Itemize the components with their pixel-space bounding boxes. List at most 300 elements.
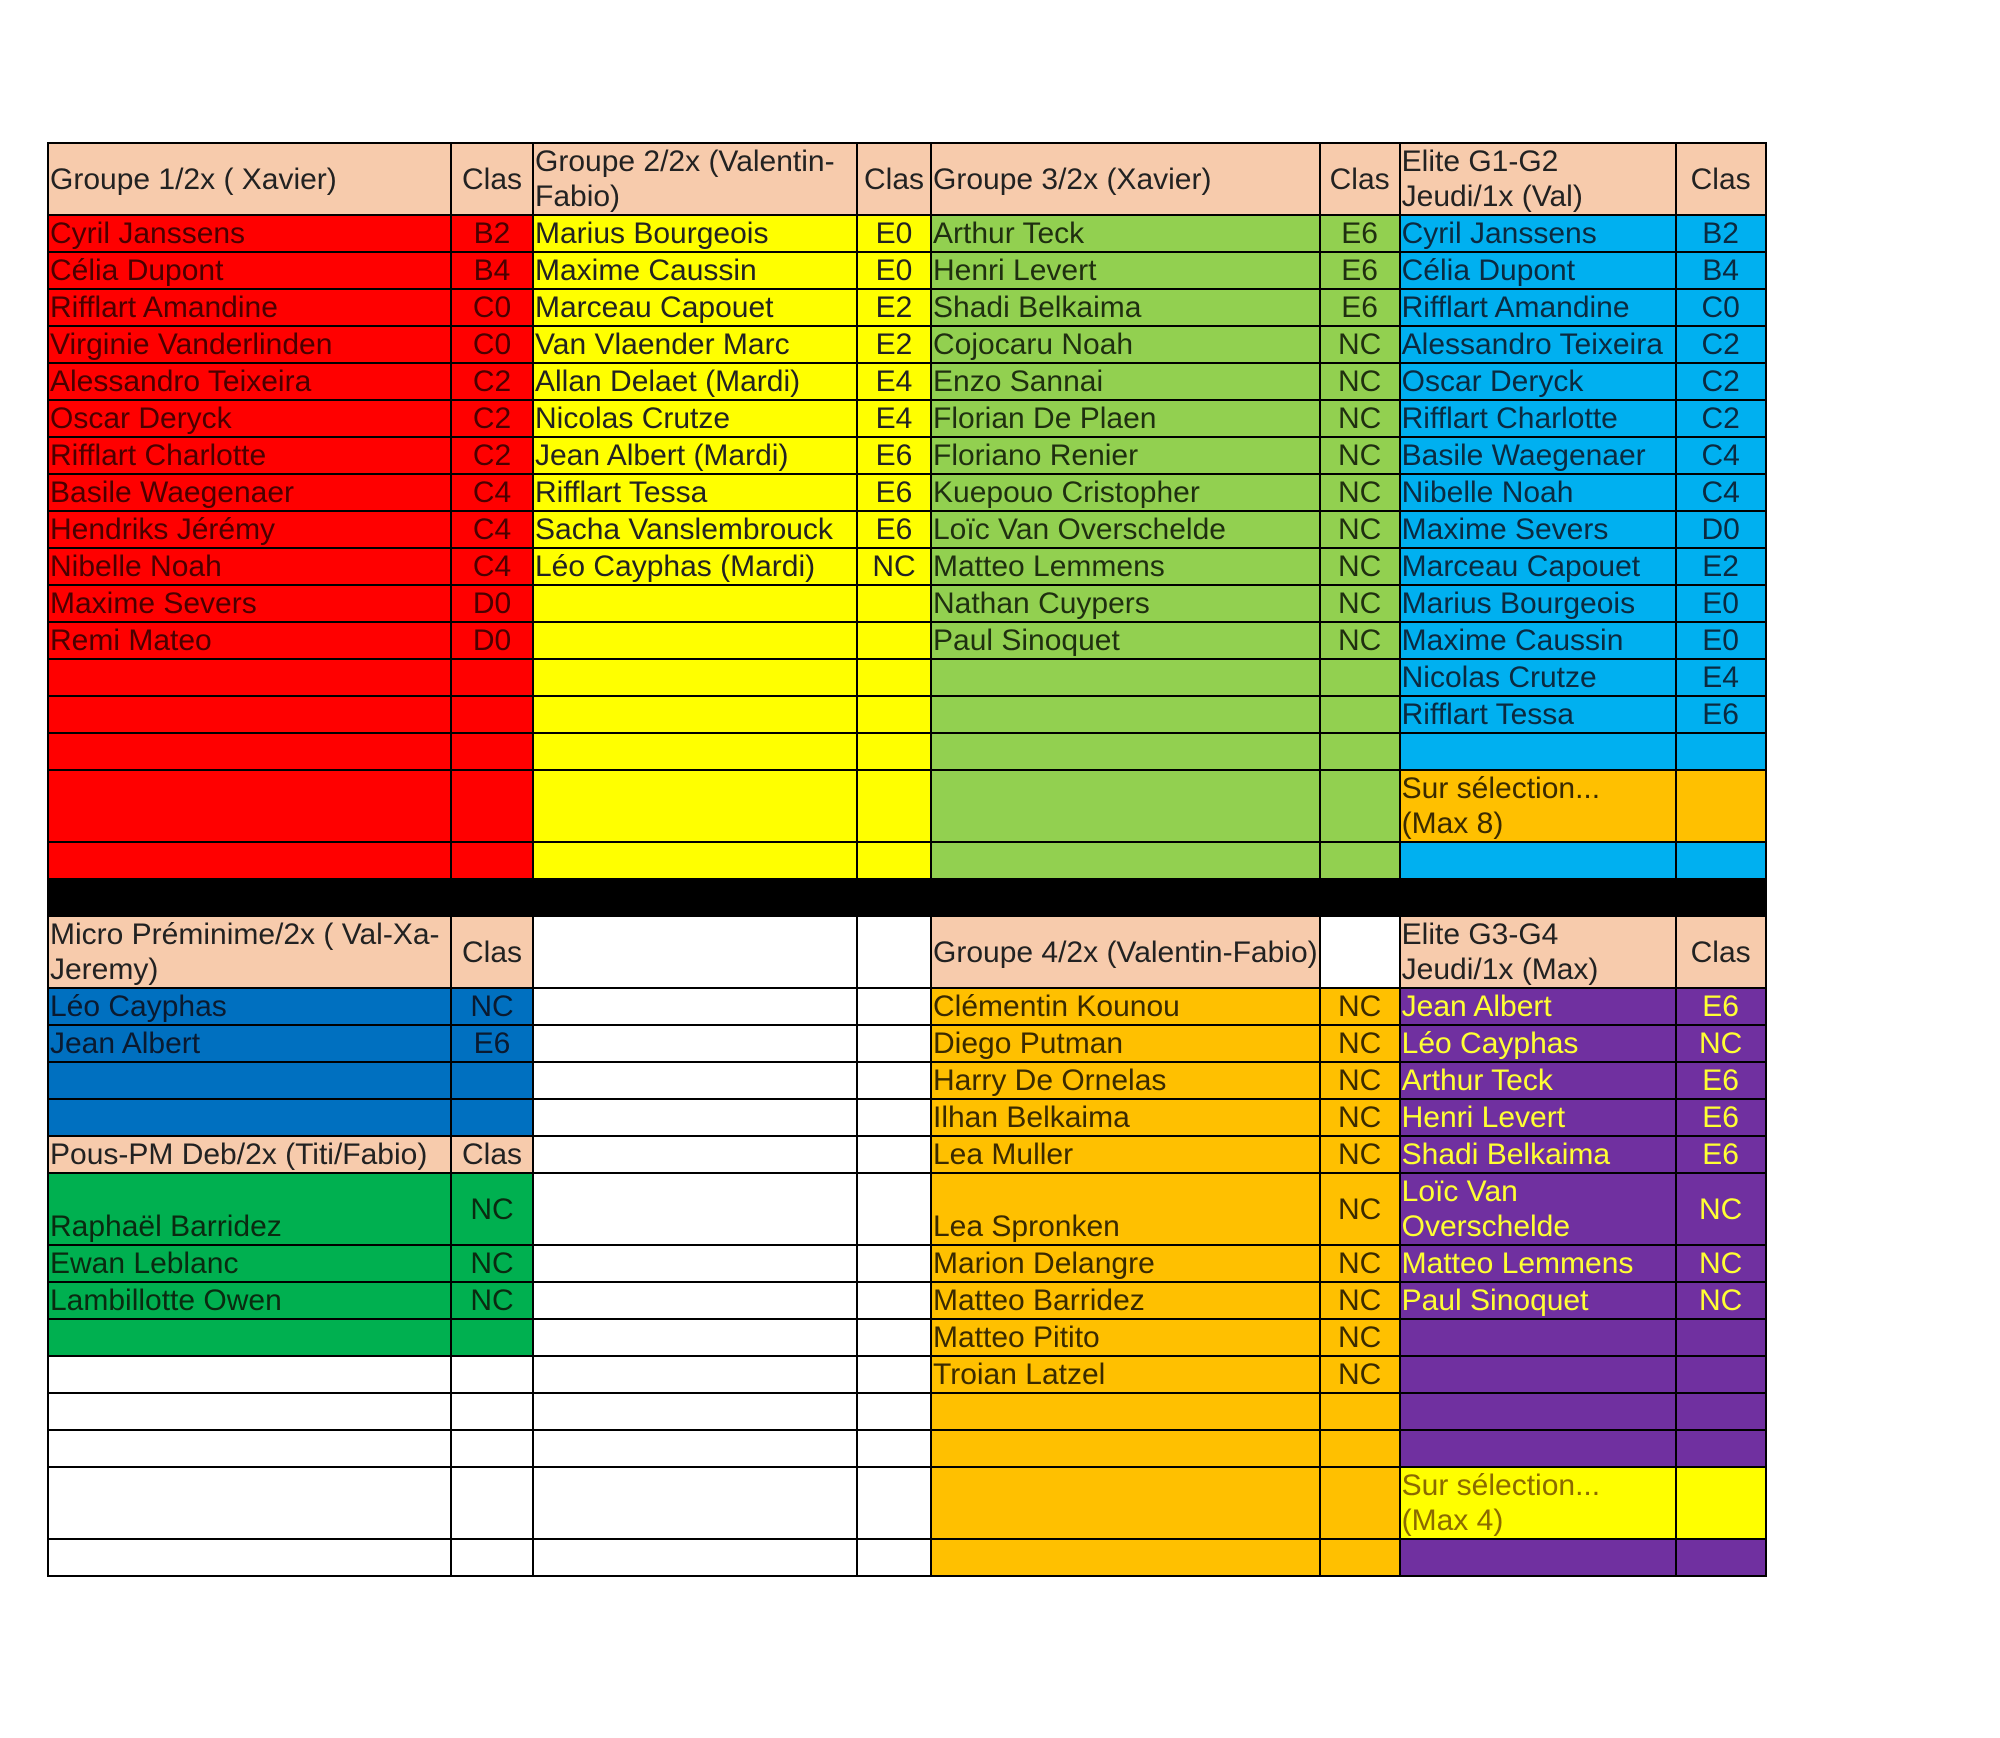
player-name: Oscar Deryck (48, 400, 451, 437)
micro-preminime-header: Micro Préminime/2x ( Val-Xa-Jeremy) (48, 916, 451, 988)
empty-cell (533, 622, 857, 659)
player-name: Shadi Belkaima (1400, 1136, 1676, 1173)
clas-header: Clas (857, 143, 931, 215)
sheet-row (48, 1099, 1766, 1136)
sheet-row (48, 437, 1766, 474)
sheet-row (48, 548, 1766, 585)
player-ranking: NC (1320, 400, 1400, 437)
player-name: Kuepouo Cristopher (931, 474, 1320, 511)
empty-cell (1400, 1393, 1676, 1430)
sheet-row (48, 1245, 1766, 1282)
player-name: Enzo Sannai (931, 363, 1320, 400)
player-name: Harry De Ornelas (931, 1062, 1320, 1099)
empty-cell (1320, 1430, 1400, 1467)
empty-cell (1676, 842, 1766, 879)
player-ranking: NC (1320, 474, 1400, 511)
sheet-row (48, 770, 1766, 842)
empty-cell (533, 1099, 857, 1136)
empty-cell (1676, 1319, 1766, 1356)
separator-cell (857, 879, 931, 916)
empty-cell (857, 988, 931, 1025)
player-name: Cyril Janssens (1400, 215, 1676, 252)
player-ranking: NC (1676, 1173, 1766, 1245)
player-ranking: E0 (1676, 622, 1766, 659)
separator-cell (48, 879, 451, 916)
empty-cell (48, 1319, 451, 1356)
group-2-header: Groupe 2/2x (Valentin-Fabio) (533, 143, 857, 215)
empty-cell (533, 1282, 857, 1319)
empty-cell (451, 1539, 533, 1576)
player-ranking: E6 (857, 437, 931, 474)
empty-cell (931, 1393, 1320, 1430)
clas-header: Clas (1320, 143, 1400, 215)
player-name: Oscar Deryck (1400, 363, 1676, 400)
sheet-row (48, 1062, 1766, 1099)
player-name: Jean Albert (Mardi) (533, 437, 857, 474)
player-name: Henri Levert (1400, 1099, 1676, 1136)
player-name: Diego Putman (931, 1025, 1320, 1062)
player-name: Virginie Vanderlinden (48, 326, 451, 363)
player-ranking: NC (1320, 1245, 1400, 1282)
empty-cell (931, 1430, 1320, 1467)
player-name: Maxime Severs (1400, 511, 1676, 548)
player-name: Matteo Barridez (931, 1282, 1320, 1319)
player-ranking: E6 (857, 474, 931, 511)
player-name: Nicolas Crutze (533, 400, 857, 437)
empty-cell (1320, 770, 1400, 842)
player-name: Léo Cayphas (Mardi) (533, 548, 857, 585)
player-ranking: B2 (451, 215, 533, 252)
player-name: Van Vlaender Marc (533, 326, 857, 363)
player-ranking: NC (1320, 511, 1400, 548)
player-ranking: NC (1676, 1282, 1766, 1319)
empty-cell (533, 1467, 857, 1539)
empty-cell (857, 1245, 931, 1282)
player-name: Alessandro Teixeira (48, 363, 451, 400)
player-name: Marceau Capouet (533, 289, 857, 326)
empty-cell (857, 1099, 931, 1136)
empty-cell (1320, 1393, 1400, 1430)
player-ranking: E6 (857, 511, 931, 548)
player-name: Lea Spronken (931, 1173, 1320, 1245)
player-name: Shadi Belkaima (931, 289, 1320, 326)
empty-cell (857, 1430, 931, 1467)
player-name: Henri Levert (931, 252, 1320, 289)
empty-cell (533, 733, 857, 770)
clas-header: Clas (1676, 916, 1766, 988)
empty-cell (533, 1393, 857, 1430)
empty-cell (533, 585, 857, 622)
sheet-row (48, 1393, 1766, 1430)
clas-header: Clas (451, 1136, 533, 1173)
player-ranking: D0 (451, 622, 533, 659)
empty-cell (1400, 1430, 1676, 1467)
sheet-row (48, 1467, 1766, 1539)
player-ranking: NC (451, 1245, 533, 1282)
empty-cell (1320, 1539, 1400, 1576)
player-name: Marius Bourgeois (1400, 585, 1676, 622)
empty-cell (1676, 1467, 1766, 1539)
player-ranking: NC (451, 1282, 533, 1319)
clas-header: Clas (451, 143, 533, 215)
empty-cell (931, 1467, 1320, 1539)
empty-cell (931, 696, 1320, 733)
group-4-header: Groupe 4/2x (Valentin-Fabio) (931, 916, 1320, 988)
empty-cell (533, 1245, 857, 1282)
empty-cell (1676, 1430, 1766, 1467)
player-name: Troian Latzel (931, 1356, 1320, 1393)
sheet-row (48, 400, 1766, 437)
player-ranking: NC (1320, 548, 1400, 585)
empty-cell (533, 842, 857, 879)
empty-cell (857, 1467, 931, 1539)
player-ranking: E4 (857, 363, 931, 400)
player-ranking: E2 (1676, 548, 1766, 585)
player-ranking: D0 (451, 585, 533, 622)
empty-cell (1676, 1356, 1766, 1393)
sheet-row (48, 1319, 1766, 1356)
player-name: Alessandro Teixeira (1400, 326, 1676, 363)
player-name: Lambillotte Owen (48, 1282, 451, 1319)
empty-cell (1676, 1539, 1766, 1576)
elite-g3-g4-header: Elite G3-G4 Jeudi/1x (Max) (1400, 916, 1676, 988)
player-name: Loïc Van Overschelde (931, 511, 1320, 548)
separator-cell (1400, 879, 1676, 916)
sheet-row (48, 326, 1766, 363)
empty-cell (533, 1539, 857, 1576)
player-name: Rifflart Charlotte (1400, 400, 1676, 437)
player-ranking: C4 (1676, 474, 1766, 511)
empty-cell (48, 770, 451, 842)
empty-cell (48, 733, 451, 770)
sheet-row (48, 659, 1766, 696)
player-name: Nicolas Crutze (1400, 659, 1676, 696)
player-ranking: NC (1320, 363, 1400, 400)
player-ranking: E6 (1676, 988, 1766, 1025)
player-name: Arthur Teck (931, 215, 1320, 252)
player-name: Célia Dupont (48, 252, 451, 289)
player-name: Célia Dupont (1400, 252, 1676, 289)
empty-cell (48, 1467, 451, 1539)
empty-cell (1676, 770, 1766, 842)
player-ranking: E6 (451, 1025, 533, 1062)
empty-cell (451, 770, 533, 842)
empty-cell (451, 842, 533, 879)
empty-cell (1400, 842, 1676, 879)
player-ranking: NC (1320, 622, 1400, 659)
player-ranking: NC (1320, 585, 1400, 622)
player-ranking: NC (1320, 1356, 1400, 1393)
player-ranking: C2 (451, 363, 533, 400)
empty-cell (857, 1282, 931, 1319)
separator-cell (1676, 879, 1766, 916)
sheet-row (48, 733, 1766, 770)
player-name: Basile Waegenaer (1400, 437, 1676, 474)
empty-cell (451, 1356, 533, 1393)
player-name: Jean Albert (48, 1025, 451, 1062)
player-ranking: E0 (857, 252, 931, 289)
player-ranking: C4 (1676, 437, 1766, 474)
player-name: Maxime Severs (48, 585, 451, 622)
sheet-row (48, 622, 1766, 659)
empty-cell (857, 733, 931, 770)
empty-cell (533, 770, 857, 842)
player-name: Raphaël Barridez (48, 1173, 451, 1245)
empty-cell (48, 842, 451, 879)
player-ranking: E0 (857, 215, 931, 252)
player-ranking: B4 (1676, 252, 1766, 289)
sheet-row (48, 289, 1766, 326)
empty-cell (931, 1539, 1320, 1576)
empty-cell (48, 1099, 451, 1136)
sheet-row (48, 363, 1766, 400)
empty-cell (451, 659, 533, 696)
player-ranking: E6 (1320, 289, 1400, 326)
empty-cell (48, 1393, 451, 1430)
empty-cell (1320, 733, 1400, 770)
player-name: Clémentin Kounou (931, 988, 1320, 1025)
player-name: Ewan Leblanc (48, 1245, 451, 1282)
sheet-row (48, 1136, 1766, 1173)
player-name: Rifflart Amandine (1400, 289, 1676, 326)
player-ranking: C0 (1676, 289, 1766, 326)
empty-cell (48, 1062, 451, 1099)
empty-cell (1400, 1539, 1676, 1576)
player-name: Matteo Pitito (931, 1319, 1320, 1356)
player-ranking: NC (1320, 1062, 1400, 1099)
player-ranking: C2 (1676, 400, 1766, 437)
group-1-header: Groupe 1/2x ( Xavier) (48, 143, 451, 215)
empty-cell (48, 1430, 451, 1467)
empty-cell (451, 1393, 533, 1430)
player-ranking: C0 (451, 326, 533, 363)
empty-cell (857, 622, 931, 659)
player-name: Allan Delaet (Mardi) (533, 363, 857, 400)
selection-note: Sur sélection... (Max 8) (1400, 770, 1676, 842)
player-ranking: NC (1320, 1173, 1400, 1245)
empty-cell (533, 1173, 857, 1245)
player-name: Léo Cayphas (1400, 1025, 1676, 1062)
sheet-row (48, 585, 1766, 622)
empty-cell (533, 1356, 857, 1393)
empty-cell (857, 1539, 931, 1576)
empty-cell (857, 585, 931, 622)
player-ranking: NC (1320, 988, 1400, 1025)
empty-cell (1400, 1356, 1676, 1393)
empty-cell (451, 1430, 533, 1467)
player-name: Nathan Cuypers (931, 585, 1320, 622)
roster-sheet (47, 142, 1767, 1577)
empty-cell (48, 1539, 451, 1576)
player-ranking: C4 (451, 511, 533, 548)
empty-cell (1676, 733, 1766, 770)
empty-cell (451, 1319, 533, 1356)
sheet-row (48, 879, 1766, 916)
player-ranking: E6 (1676, 696, 1766, 733)
empty-cell (857, 1062, 931, 1099)
player-ranking: C2 (451, 400, 533, 437)
sheet-row (48, 215, 1766, 252)
empty-cell (931, 659, 1320, 696)
player-name: Remi Mateo (48, 622, 451, 659)
selection-note: Sur sélection... (Max 4) (1400, 1467, 1676, 1539)
player-ranking: C2 (1676, 363, 1766, 400)
empty-cell (533, 988, 857, 1025)
empty-cell (533, 659, 857, 696)
player-ranking: C2 (451, 437, 533, 474)
empty-cell (1320, 659, 1400, 696)
player-name: Cyril Janssens (48, 215, 451, 252)
sheet-row (48, 511, 1766, 548)
empty-cell (533, 916, 857, 988)
player-name: Maxime Caussin (533, 252, 857, 289)
empty-cell (533, 1136, 857, 1173)
sheet-row (48, 916, 1766, 988)
sheet-row (48, 696, 1766, 733)
empty-cell (857, 696, 931, 733)
empty-cell (48, 1356, 451, 1393)
player-ranking: NC (1320, 1025, 1400, 1062)
empty-cell (857, 1025, 931, 1062)
player-name: Jean Albert (1400, 988, 1676, 1025)
sheet-row (48, 474, 1766, 511)
player-ranking: NC (1320, 1099, 1400, 1136)
player-name: Sacha Vanslembrouck (533, 511, 857, 548)
empty-cell (451, 1099, 533, 1136)
empty-cell (1320, 842, 1400, 879)
player-ranking: NC (1320, 1136, 1400, 1173)
player-name: Rifflart Charlotte (48, 437, 451, 474)
player-name: Nibelle Noah (1400, 474, 1676, 511)
player-ranking: C2 (1676, 326, 1766, 363)
player-ranking: NC (1676, 1025, 1766, 1062)
player-name: Léo Cayphas (48, 988, 451, 1025)
player-name: Paul Sinoquet (931, 622, 1320, 659)
player-ranking: C4 (451, 548, 533, 585)
player-name: Rifflart Tessa (1400, 696, 1676, 733)
empty-cell (1320, 696, 1400, 733)
empty-cell (857, 1319, 931, 1356)
player-name: Floriano Renier (931, 437, 1320, 474)
empty-cell (931, 770, 1320, 842)
player-name: Marius Bourgeois (533, 215, 857, 252)
empty-cell (857, 1173, 931, 1245)
player-ranking: C0 (451, 289, 533, 326)
empty-cell (931, 842, 1320, 879)
empty-cell (533, 1025, 857, 1062)
player-name: Basile Waegenaer (48, 474, 451, 511)
player-ranking: E4 (857, 400, 931, 437)
empty-cell (1400, 733, 1676, 770)
empty-cell (1320, 1467, 1400, 1539)
empty-cell (857, 1136, 931, 1173)
player-name: Maxime Caussin (1400, 622, 1676, 659)
empty-cell (857, 842, 931, 879)
player-name: Arthur Teck (1400, 1062, 1676, 1099)
player-ranking: E6 (1676, 1099, 1766, 1136)
sheet-row (48, 1430, 1766, 1467)
separator-cell (931, 879, 1320, 916)
player-ranking: NC (1320, 437, 1400, 474)
empty-cell (533, 1319, 857, 1356)
sheet-row (48, 1356, 1766, 1393)
player-ranking: E2 (857, 326, 931, 363)
empty-cell (857, 770, 931, 842)
player-ranking: E6 (1320, 215, 1400, 252)
sheet-row (48, 143, 1766, 215)
player-name: Cojocaru Noah (931, 326, 1320, 363)
player-name: Rifflart Tessa (533, 474, 857, 511)
empty-cell (48, 659, 451, 696)
player-ranking: E6 (1676, 1062, 1766, 1099)
empty-cell (451, 1467, 533, 1539)
sheet-row (48, 252, 1766, 289)
player-ranking: NC (1320, 1319, 1400, 1356)
empty-cell (857, 916, 931, 988)
empty-cell (857, 659, 931, 696)
player-ranking: NC (1320, 1282, 1400, 1319)
elite-g1-g2-header: Elite G1-G2 Jeudi/1x (Val) (1400, 143, 1676, 215)
empty-cell (857, 1393, 931, 1430)
player-ranking: D0 (1676, 511, 1766, 548)
clas-header: Clas (1676, 143, 1766, 215)
player-ranking: E2 (857, 289, 931, 326)
player-ranking: E4 (1676, 659, 1766, 696)
player-ranking: NC (857, 548, 931, 585)
empty-cell (533, 1062, 857, 1099)
empty-cell (48, 696, 451, 733)
player-name: Rifflart Amandine (48, 289, 451, 326)
player-ranking: C4 (451, 474, 533, 511)
pous-pm-header: Pous-PM Deb/2x (Titi/Fabio) (48, 1136, 451, 1173)
player-name: Paul Sinoquet (1400, 1282, 1676, 1319)
player-ranking: NC (1676, 1245, 1766, 1282)
empty-cell (1320, 916, 1400, 988)
player-name: Matteo Lemmens (1400, 1245, 1676, 1282)
sheet-row (48, 1282, 1766, 1319)
player-ranking: B4 (451, 252, 533, 289)
player-name: Hendriks Jérémy (48, 511, 451, 548)
player-ranking: NC (451, 988, 533, 1025)
empty-cell (931, 733, 1320, 770)
separator-cell (451, 879, 533, 916)
empty-cell (451, 733, 533, 770)
separator-cell (1320, 879, 1400, 916)
player-name: Marceau Capouet (1400, 548, 1676, 585)
player-name: Matteo Lemmens (931, 548, 1320, 585)
player-ranking: E6 (1676, 1136, 1766, 1173)
empty-cell (1400, 1319, 1676, 1356)
empty-cell (533, 1430, 857, 1467)
sheet-row (48, 842, 1766, 879)
sheet-row (48, 1025, 1766, 1062)
player-ranking: E6 (1320, 252, 1400, 289)
player-name: Nibelle Noah (48, 548, 451, 585)
sheet-row (48, 1173, 1766, 1245)
sheet-row (48, 988, 1766, 1025)
player-ranking: B2 (1676, 215, 1766, 252)
player-name: Lea Muller (931, 1136, 1320, 1173)
sheet-row (48, 1539, 1766, 1576)
player-ranking: NC (1320, 326, 1400, 363)
player-ranking: E0 (1676, 585, 1766, 622)
clas-header: Clas (451, 916, 533, 988)
player-name: Florian De Plaen (931, 400, 1320, 437)
separator-cell (533, 879, 857, 916)
player-ranking: NC (451, 1173, 533, 1245)
player-name: Ilhan Belkaima (931, 1099, 1320, 1136)
player-name: Loïc Van Overschelde (1400, 1173, 1676, 1245)
